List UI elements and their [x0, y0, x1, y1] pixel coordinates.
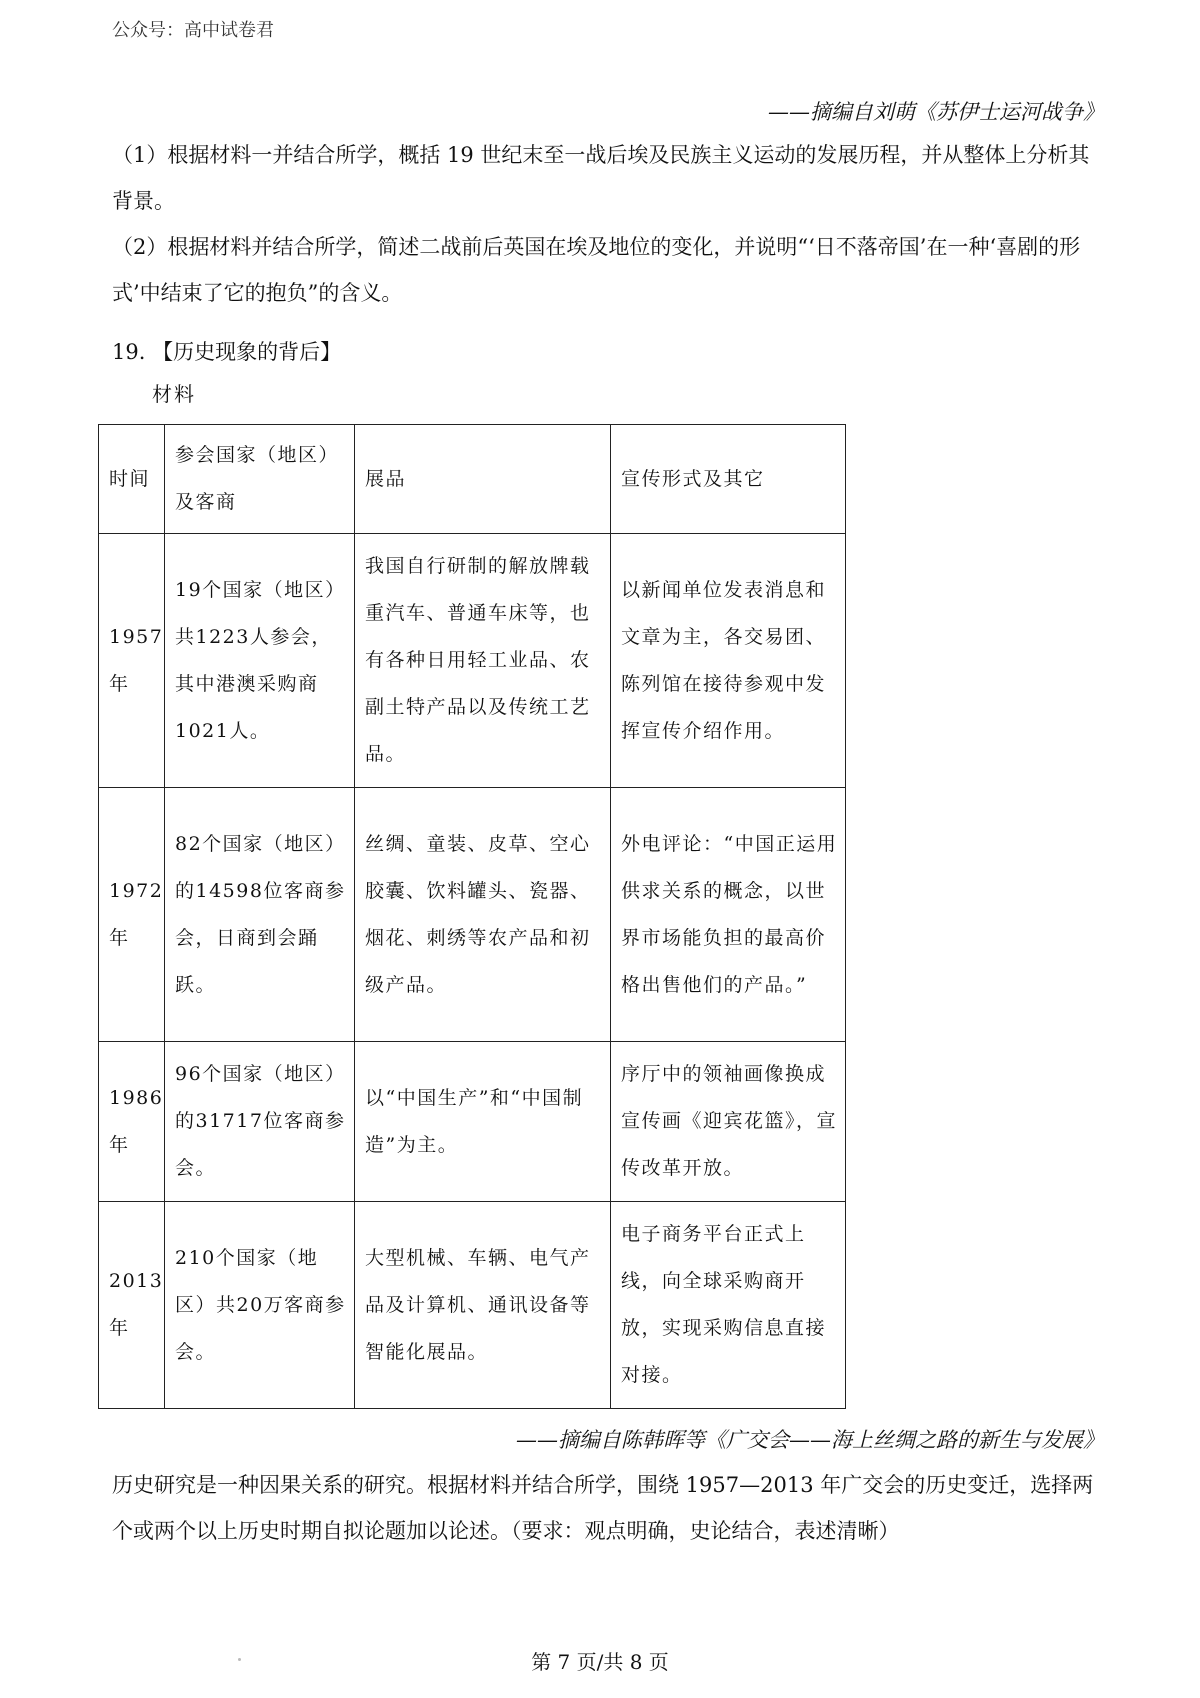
header-countries: 参会国家（地区）及客商 — [165, 425, 355, 534]
row-time: 1957年 — [99, 534, 165, 788]
question-1 — [112, 132, 1104, 224]
page-footer: 第 7 页/共 8 页 — [531, 1650, 669, 1674]
task-prompt — [112, 1462, 1104, 1554]
row-time: 2013年 — [99, 1202, 165, 1409]
row-exhibits: 以“中国生产”和“中国制造”为主。 — [355, 1042, 611, 1202]
question-2 — [112, 224, 1104, 316]
material-label: 材料 — [152, 382, 196, 406]
table-row — [99, 788, 846, 1042]
table-row — [99, 1202, 846, 1409]
question-19-title: 19. 【历史现象的背后】 — [112, 340, 342, 364]
source-citation-top: ——摘编自刘萌《苏伊士运河战争》 — [768, 100, 1104, 124]
row-publicity: 以新闻单位发表消息和文章为主，各交易团、陈列馆在接待参观中发挥宣传介绍作用。 — [611, 534, 846, 788]
page-header: 公众号：高中试卷君 — [112, 20, 274, 41]
table-header-row — [99, 425, 846, 534]
source-citation-bottom: ——摘编自陈韩晖等《广交会——海上丝绸之路的新生与发展》 — [516, 1428, 1104, 1452]
header-time: 时间 — [99, 425, 165, 534]
table-row — [99, 1042, 846, 1202]
row-countries: 96个国家（地区）的31717位客商参会。 — [165, 1042, 355, 1202]
table-row — [99, 534, 846, 788]
header-exhibits: 展品 — [355, 425, 611, 534]
row-countries: 19个国家（地区）共1223人参会，其中港澳采购商1021人。 — [165, 534, 355, 788]
row-publicity: 电子商务平台正式上线，向全球采购商开放，实现采购信息直接对接。 — [611, 1202, 846, 1409]
row-countries: 82个国家（地区）的14598位客商参会，日商到会踊跃。 — [165, 788, 355, 1042]
canton-fair-table — [98, 424, 846, 1409]
row-time: 1986年 — [99, 1042, 165, 1202]
question-1-text: （1）根据材料一并结合所学，概括 19 世纪末至一战后埃及民族主义运动的发展历程，并从整体上分析其背景。 — [112, 143, 1090, 213]
row-exhibits: 大型机械、车辆、电气产品及计算机、通讯设备等智能化展品。 — [355, 1202, 611, 1409]
header-publicity: 宣传形式及其它 — [611, 425, 846, 534]
row-publicity: 外电评论：“中国正运用供求关系的概念，以世界市场能负担的最高价格出售他们的产品。” — [611, 788, 846, 1042]
row-countries: 210个国家（地区）共20万客商参会。 — [165, 1202, 355, 1409]
row-exhibits: 我国自行研制的解放牌载重汽车、普通车床等，也有各种日用轻工业品、农副土特产品以及传统工艺品。 — [355, 534, 611, 788]
task-prompt-text: 历史研究是一种因果关系的研究。根据材料并结合所学，围绕 1957—2013 年广交会的历史变迁，选择两个或两个以上历史时期自拟论题加以论述。（要求：观点明确，史论结合，表述清晰） — [112, 1473, 1094, 1543]
row-publicity: 序厅中的领袖画像换成宣传画《迎宾花篮》，宣传改革开放。 — [611, 1042, 846, 1202]
row-time: 1972年 — [99, 788, 165, 1042]
row-exhibits: 丝绸、童装、皮草、空心胶囊、饮料罐头、瓷器、烟花、刺绣等农产品和初级产品。 — [355, 788, 611, 1042]
question-2-text: （2）根据材料并结合所学，简述二战前后英国在埃及地位的变化，并说明“‘日不落帝国’在一种‘喜剧的形式’中结束了它的抱负”的含义。 — [112, 235, 1081, 305]
